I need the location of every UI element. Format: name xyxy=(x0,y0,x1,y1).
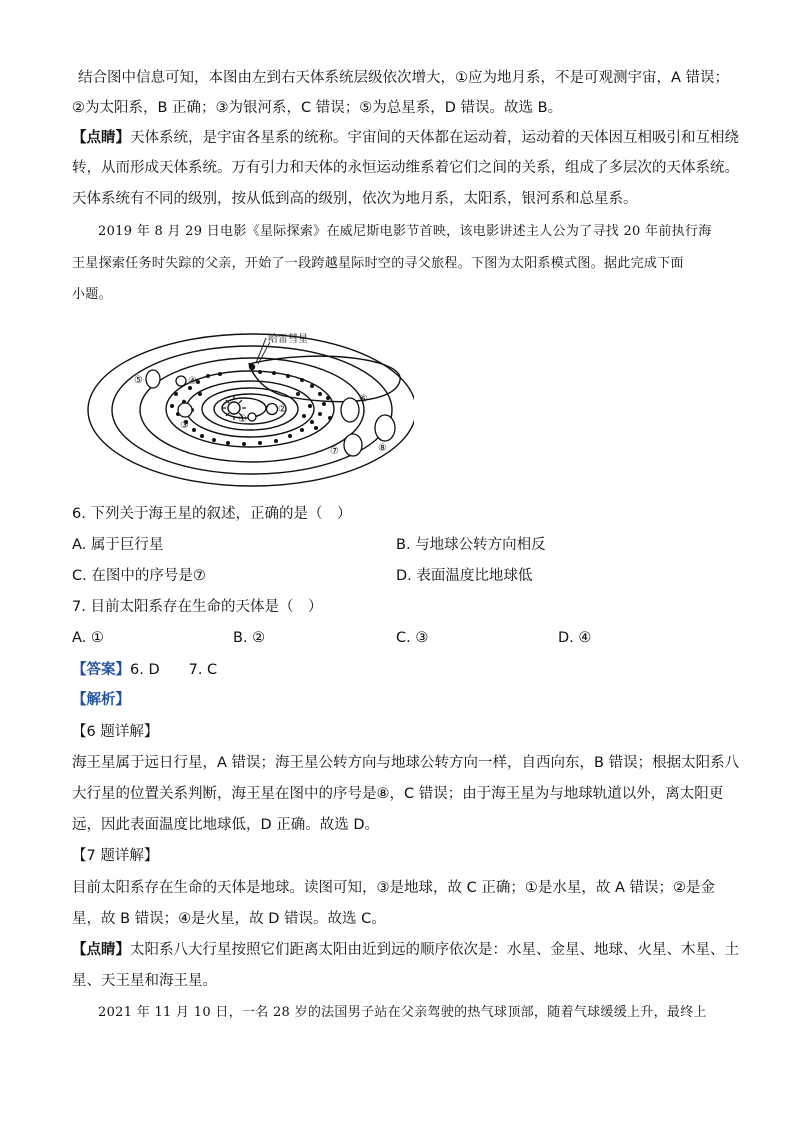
intro-line: 王星探索任务时失踪的父亲，开始了一段跨越星际时空的寻父旅程。下图为太阳系模式图。据此完成下面 xyxy=(72,256,684,271)
q6-option-c: C. 在图中的序号是⑦ xyxy=(72,568,206,584)
q7-option-b: B. ② xyxy=(233,630,266,646)
planet-8 xyxy=(375,415,395,441)
detail-7-tag: 【7 题详解】 xyxy=(72,848,159,864)
planet-label-4: ④ xyxy=(188,376,197,387)
planet-6 xyxy=(341,398,359,422)
detail-line: 远，因此表面温度比地球低，D 正确。故选 D。 xyxy=(72,817,380,833)
question-7-stem: 7. 目前太阳系存在生命的天体是（ ） xyxy=(72,599,323,615)
planet-label-3: ③ xyxy=(180,420,189,431)
dianjing-text: 太阳系八大行星按照它们距离太阳由近到远的顺序依次是：水星、金星、地球、火星、木星、土 xyxy=(130,942,739,958)
q7-option-d: D. ④ xyxy=(558,630,592,646)
q7-option-a: A. ① xyxy=(72,630,104,646)
paragraph-line: 结合图中信息可知，本图由左到右天体系统层级依次增大，①应为地月系，不是可观测宇宙，A 错误； xyxy=(78,70,730,86)
next-intro-line: 2021 年 11 月 10 日，一名 28 岁的法国男子站在父亲驾驶的热气球顶部，随着气球缓缓上升，最终上 xyxy=(98,1005,707,1020)
q6-option-a: A. 属于巨行星 xyxy=(72,537,164,553)
dianjing-line xyxy=(72,128,739,148)
q7-option-c: C. ③ xyxy=(396,630,429,646)
planet-5 xyxy=(146,370,160,388)
answer-line xyxy=(72,660,217,680)
planet-2 xyxy=(267,404,278,415)
planet-1 xyxy=(248,413,256,421)
planet-label-5: ⑤ xyxy=(134,375,143,386)
dianjing-line xyxy=(72,940,739,960)
solar-system-diagram xyxy=(84,318,414,488)
dianjing-line: 转，从而形成天体系统。万有引力和天体的永恒运动维系着它们之间的关系，组成了多层次的天体系统。 xyxy=(72,160,739,176)
detail-line: 星，故 B 错误；④是火星，故 D 错误。故选 C。 xyxy=(72,911,386,927)
planet-7 xyxy=(344,434,362,456)
orbit-4 xyxy=(186,381,314,437)
planet-label-6: ⑥ xyxy=(359,394,368,405)
intro-line: 2019 年 8 月 29 日电影《星际探索》在威尼斯电影节首映，该电影讲述主人公为了寻找 20 年前执行海 xyxy=(98,224,712,239)
comet-label: 哈雷彗星 xyxy=(268,334,308,345)
planet-label-1: ① xyxy=(238,414,247,425)
dianjing-line: 天体系统有不同的级别，按从低到高的级别，依次为地月系，太阳系，银河系和总星系。 xyxy=(72,191,638,207)
dianjing-line: 星、天王星和海王星。 xyxy=(72,973,217,989)
question-6-stem: 6. 下列关于海王星的叙述，正确的是（ ） xyxy=(72,506,352,522)
planet-4 xyxy=(176,376,186,386)
answer-tag: 【答案】 xyxy=(72,662,130,678)
detail-line: 大行星的位置关系判断，海王星在图中的序号是⑧，C 错误；由于海王星为与地球轨道以外，离太阳更 xyxy=(72,786,724,802)
detail-line: 目前太阳系存在生命的天体是地球。读图可知，③是地球，故 C 正确；①是水星，故 A 错误；②是金 xyxy=(72,880,715,896)
planet-label-8: ⑧ xyxy=(378,443,387,454)
detail-6-tag: 【6 题详解】 xyxy=(72,724,159,740)
comet-icon xyxy=(249,338,270,370)
dianjing-tag: 【点睛】 xyxy=(72,942,130,958)
intro-line: 小题。 xyxy=(72,287,112,302)
planet-label-2: ② xyxy=(278,404,287,415)
paragraph-line: ②为太阳系，B 正确；③为银河系，C 错误；⑤为总星系，D 错误。故选 B。 xyxy=(72,100,563,116)
answer-text: 6. D 7. C xyxy=(130,662,218,678)
orbit-8 xyxy=(88,334,414,486)
detail-line: 海王星属于远日行星，A 错误；海王星公转方向与地球公转方向一样，自西向东，B 错误；根据太阳系八 xyxy=(72,755,740,771)
dianjing-tag: 【点睛】 xyxy=(72,130,130,146)
planet-3 xyxy=(178,403,192,417)
q6-option-d: D. 表面温度比地球低 xyxy=(396,568,533,584)
comet-orbit xyxy=(249,356,400,402)
planet-label-7: ⑦ xyxy=(330,446,339,457)
analysis-tag: 【解析】 xyxy=(72,692,130,708)
dianjing-text: 天体系统，是宇宙各星系的统称。宇宙间的天体都在运动着，运动着的天体因互相吸引和互相绕 xyxy=(130,130,739,146)
q6-option-b: B. 与地球公转方向相反 xyxy=(396,537,546,553)
